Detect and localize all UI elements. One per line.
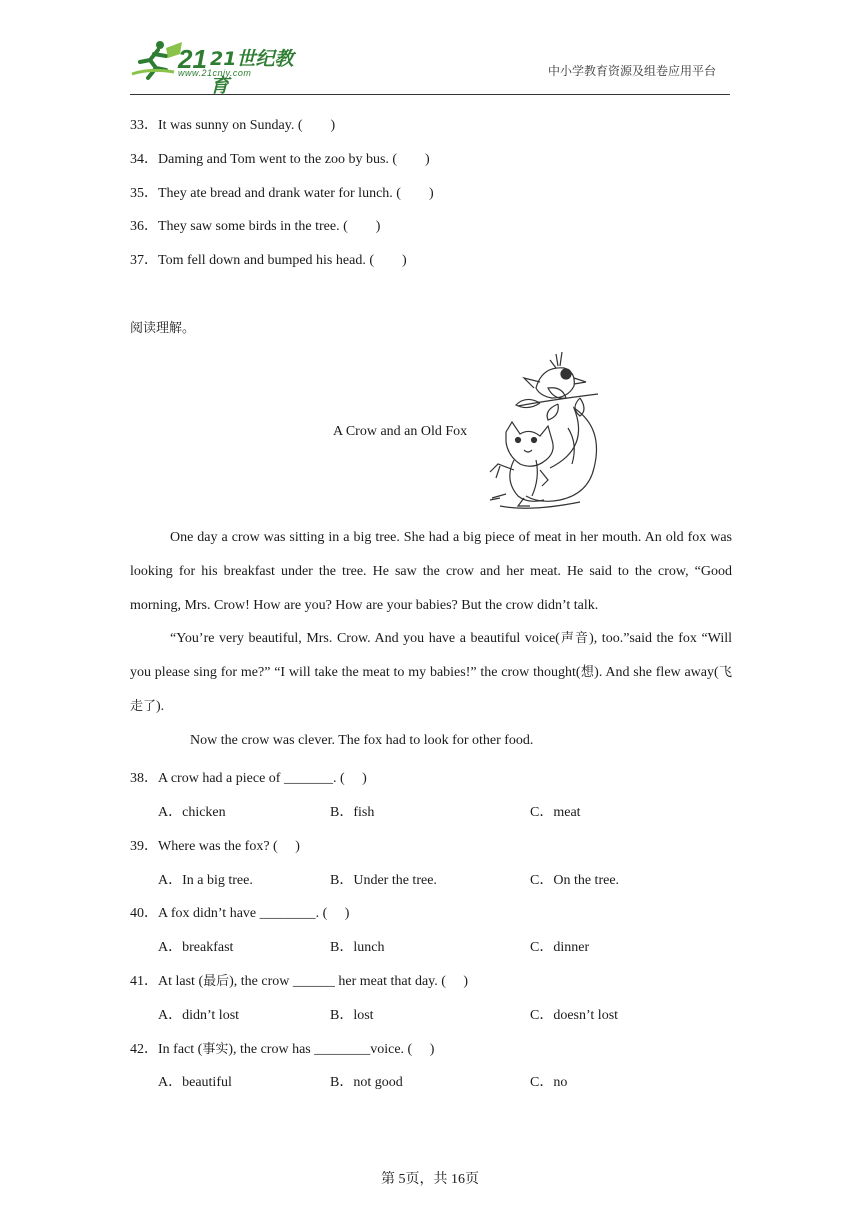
header-divider (130, 94, 730, 95)
site-logo (130, 38, 300, 97)
passage-text: “You’re very beautiful, Mrs. Crow. And you have a beautiful voice( (170, 631, 560, 646)
question-number: 33． (130, 118, 158, 133)
question-number: 36． (130, 219, 158, 234)
logo-text: 21世纪教育 (210, 48, 294, 97)
option-b: B．Under the tree. (330, 873, 437, 888)
page-header (0, 0, 860, 100)
chinese-gloss: 想 (580, 664, 595, 680)
option-a: A．In a big tree. (158, 873, 253, 888)
passage-text: ). And she flew away( (594, 664, 719, 680)
question-37 (130, 249, 407, 269)
chinese-gloss: 事实 (202, 1042, 229, 1057)
question-number: 40． (130, 906, 158, 921)
question-number: 37． (130, 253, 158, 268)
chinese-gloss: 最后 (203, 974, 230, 989)
option-a: A．breakfast (158, 940, 234, 955)
option-c: C．no (530, 1075, 568, 1090)
question-38 (130, 767, 367, 787)
question-33 (130, 114, 335, 134)
question-number: 34． (130, 152, 158, 167)
question-text: Where was the fox? ( ) (158, 839, 300, 854)
option-b: B．not good (330, 1075, 403, 1090)
passage-paragraph-3: Now the crow was clever. The fox had to look for other food. (190, 733, 534, 748)
question-text: They ate bread and drank water for lunch. ( ) (158, 186, 434, 201)
passage-paragraph-2 (130, 622, 732, 723)
option-b: B．fish (330, 805, 375, 820)
question-41 (130, 970, 468, 990)
question-number: 41． (130, 974, 158, 989)
question-text: It was sunny on Sunday. ( ) (158, 118, 336, 133)
question-text: A fox didn’t have ________. ( ) (158, 906, 350, 921)
question-34 (130, 148, 430, 168)
option-c: C．meat (530, 805, 581, 820)
question-39 (130, 835, 300, 855)
question-40 (130, 902, 349, 922)
passage-text: ), too.”said the fox “Will you please sing for me?” “I will take the meat to my babies!” the crow thought( (130, 631, 732, 680)
logo-url: www.21cnjy.com (178, 68, 252, 78)
question-text: They saw some birds in the tree. ( ) (158, 219, 381, 234)
option-a: A．beautiful (158, 1075, 232, 1090)
option-c: C．dinner (530, 940, 590, 955)
question-36 (130, 215, 380, 235)
page-number: 第 5页，共 16页 (381, 1172, 479, 1187)
question-text: ), the crow has ________voice. ( ) (228, 1042, 435, 1057)
question-number: 38． (130, 771, 158, 786)
question-text: A crow had a piece of _______. ( ) (158, 771, 367, 786)
crow-and-fox-illustration (470, 348, 610, 513)
option-b: B．lunch (330, 940, 385, 955)
question-text: At last ( (158, 974, 204, 989)
svg-text:21: 21 (178, 44, 207, 74)
platform-name: 中小学教育资源及组卷应用平台 (547, 64, 716, 78)
question-42 (130, 1038, 434, 1058)
option-b: B．lost (330, 1008, 374, 1023)
option-a: A．chicken (158, 805, 226, 820)
question-number: 42． (130, 1042, 158, 1057)
passage-text: ). (156, 698, 165, 714)
option-c: C．On the tree. (530, 873, 620, 888)
option-a: A．didn’t lost (158, 1008, 240, 1023)
chinese-gloss: 声音 (559, 631, 590, 646)
question-35 (130, 182, 434, 202)
passage-paragraph-1: One day a crow was sitting in a big tree. She had a big piece of meat in her mouth. An old fox was looking for his breakfast under the tree. He saw the crow and her meat. He said to the crow, “Good morning, Mrs. Crow! How are you? How are your babies? But the crow didn’t talk. (130, 530, 732, 613)
option-c: C．doesn’t lost (530, 1008, 619, 1023)
question-text: In fact ( (158, 1042, 203, 1057)
story-title: A Crow and an Old Fox (333, 424, 468, 439)
question-number: 35． (130, 186, 158, 201)
question-text: Daming and Tom went to the zoo by bus. ( ) (158, 152, 430, 167)
section-title: 阅读理解。 (130, 321, 196, 336)
question-text: Tom fell down and bumped his head. ( ) (158, 253, 407, 268)
chinese-gloss: 飞走了 (130, 664, 732, 714)
question-text: ), the crow ______ her meat that day. ( ) (229, 974, 469, 989)
question-number: 39． (130, 839, 158, 854)
